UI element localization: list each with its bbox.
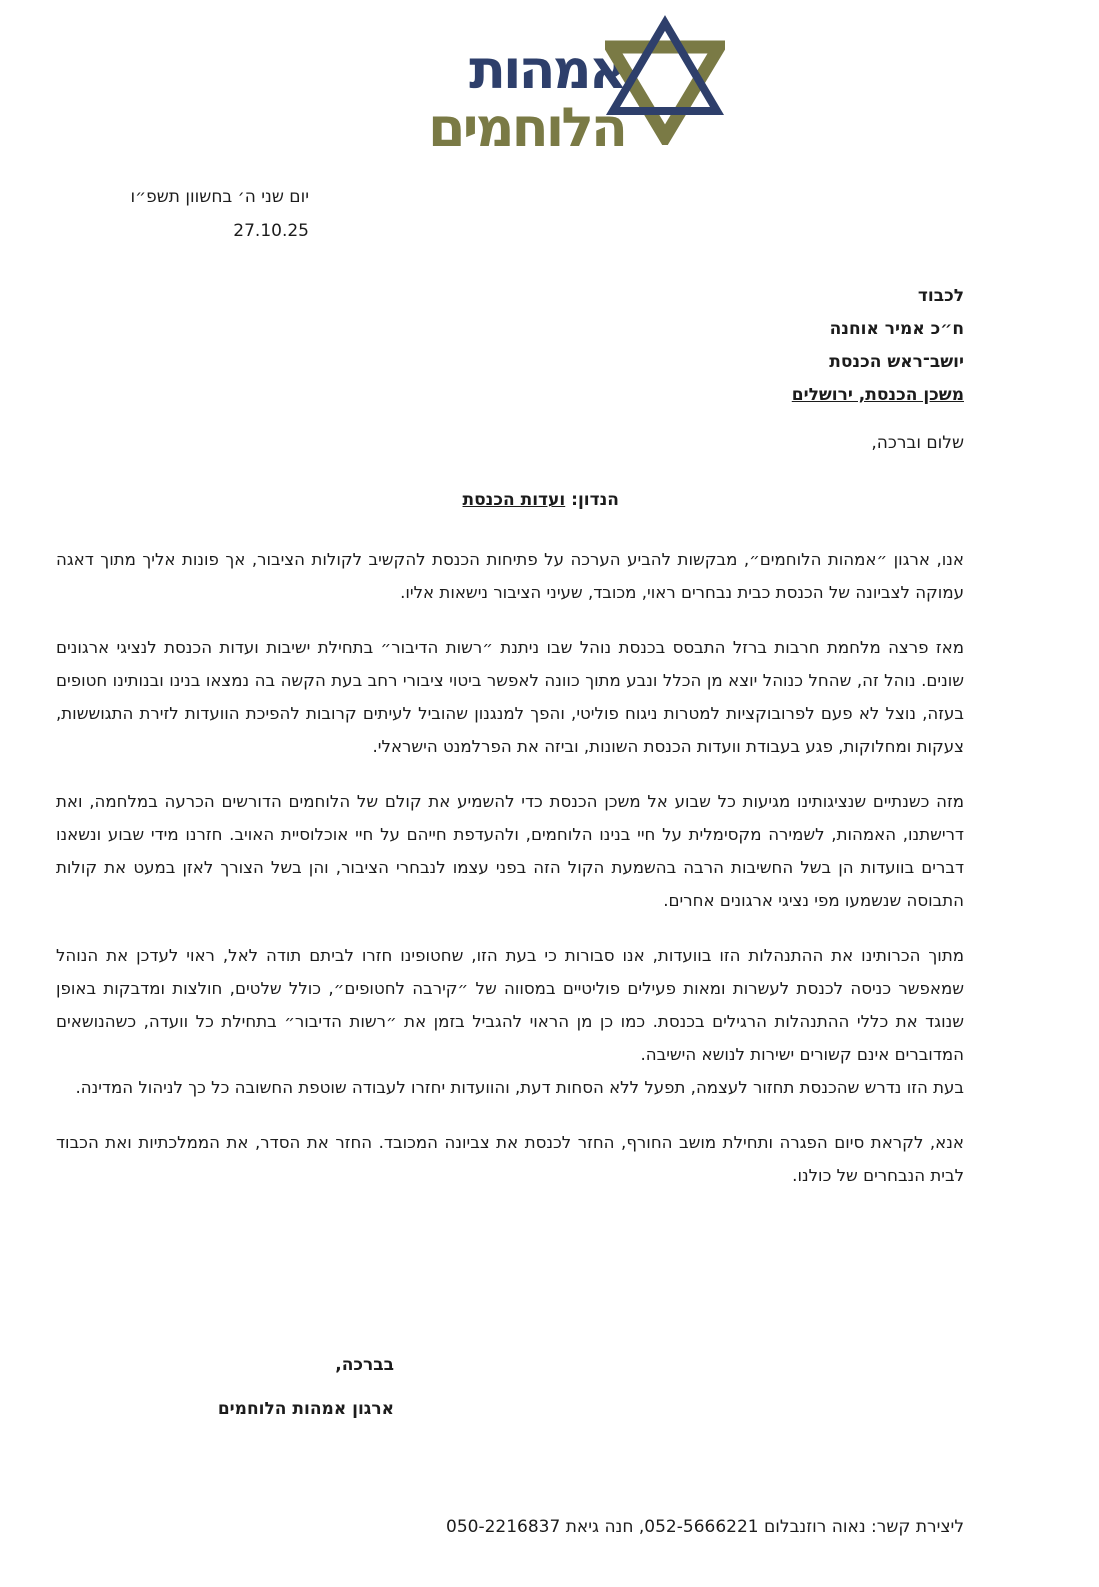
- recipient-to: לכבוד: [917, 286, 964, 306]
- contact-phone-2: 050-2216837: [446, 1517, 561, 1537]
- letter-body: [56, 543, 964, 1214]
- paragraph-5: בעת הזו נדרש שהכנסת תחזור לעצמה, תפעל ללא הסחות דעת, והוועדות יחזרו לעבודה שוטפת החשובה כל כך לניהול המדינה.: [75, 1078, 964, 1097]
- recipient-name: ח״כ אמיר אוחנה: [829, 319, 964, 339]
- signature-closing: בברכה,: [335, 1355, 394, 1375]
- contact-phone-1: 052-5666221: [644, 1517, 759, 1537]
- contact-line: ליצירת קשר: נאוה רוזנבלום 052-5666221, חנה גיאת 050-2216837: [446, 1517, 964, 1537]
- logo-line-2: הלוחמים: [428, 96, 625, 159]
- subject-line: [463, 490, 619, 510]
- hebrew-date: יום שני ה׳ בחשוון תשפ״ו: [130, 187, 309, 207]
- subject-text: ועדות הכנסת: [462, 490, 566, 510]
- paragraph-3: מזה כשנתיים שנציגותינו מגיעות כל שבוע אל משכן הכנסת כדי להשמיע את קולם של הלוחמים הדורשים הכרעה במלחמה, ואת דרישתנו, האמהות, לשמירה מקסימלית על חיי בנינו הלוחמים, ולהעדפת חייהם על חיי אוכלוסיית האויב. חזרנו מידי שבוע ונשאנו דברים בוועדות הן בשל החשיבות הרבה בהשמעת הקול הזה בפני עצמו לנבחרי הציבור, והן בשל הצורך לאזן במעט את קולות התבוסה שנשמעו מפי נציגי ארגונים אחרים.: [56, 792, 964, 910]
- paragraph-6: אנא, לקראת סיום הפגרה ותחילת מושב החורף, החזר לכנסת את צביונה המכובד. החזר את הסדר, את הממלכתיות ואת הכבוד לבית הנבחרים של כולנו.: [56, 1133, 964, 1185]
- star-of-david-icon: [605, 15, 725, 145]
- logo-wordmark: [428, 15, 625, 159]
- paragraph-4: מתוך הכרותינו את ההתנהלות הזו בוועדות, אנו סבורות כי בעת הזו, שחטופינו חזרו לביתם תודה לאל, ראוי לעדכן את הנוהל שמאפשר כניסה לכנסת לעשרות ומאות פעילים פוליטיים במסווה של ״קירבה לחטופים״, כולל שלטים, חולצות ומדבקות באופן שנוגד את כללי ההתנהלות הרגילים בכנסת. כמו כן מן הראוי להגביל בזמן את ״רשות הדיבור״ בתחילת כל וועדה, כשהנושאים המדוברים אינם קשורים ישירות לנושא הישיבה.: [56, 946, 964, 1064]
- paragraph-1: אנו, ארגון ״אמהות הלוחמים״, מבקשות להביע הערכה על פתיחות הכנסת להקשיב לקולות הציבור, אך פונות אליך מתוך דאגה עמוקה לצביונה של הכנסת כבית נבחרים ראוי, מכובד, שעיני הציבור נישאות אליו.: [56, 550, 964, 602]
- paragraph-2: מאז פרצה מלחמת חרבות ברזל התבסס בכנסת נוהל שבו ניתנת ״רשות הדיבור״ בתחילת ישיבות ועדות הכנסת לנציגי ארגונים שונים. נוהל זה, שהחל כנוהל יוצא מן הכלל ונבע מתוך כוונה לאפשר ביטוי ציבורי רחב בעת הקשה בה נמצאו בנינו ובנותינו חטופים בעזה, נוצל לא פעם לפרובוקציות למטרות ניגוח פוליטי, והפך למנגנון שהוביל לעיתים קרובות להפיכת הוועדות לזירת התגוששות, צעקות ומחלוקות, פגע בעבודת וועדות הכנסת השונות, וביזה את הפרלמנט הישראלי.: [56, 638, 964, 756]
- greeting: שלום וברכה,: [871, 433, 964, 453]
- subject-label: הנדון:: [571, 490, 619, 510]
- recipient-address: משכן הכנסת, ירושלים: [791, 385, 964, 405]
- gregorian-date: 27.10.25: [233, 221, 309, 241]
- letter-date: [131, 180, 309, 248]
- organization-logo: [360, 15, 725, 159]
- recipient-block: [792, 280, 964, 412]
- signature-block: [218, 1343, 394, 1431]
- logo-line-1: אמהות: [469, 38, 625, 101]
- signature-org: ארגון אמהות הלוחמים: [217, 1399, 394, 1419]
- contact-person-2: חנה גיאת: [565, 1517, 634, 1537]
- contact-label: ליצירת קשר:: [871, 1517, 964, 1537]
- recipient-title: יושב־ראש הכנסת: [829, 352, 964, 372]
- contact-person-1: נאוה רוזנבלום: [764, 1517, 866, 1537]
